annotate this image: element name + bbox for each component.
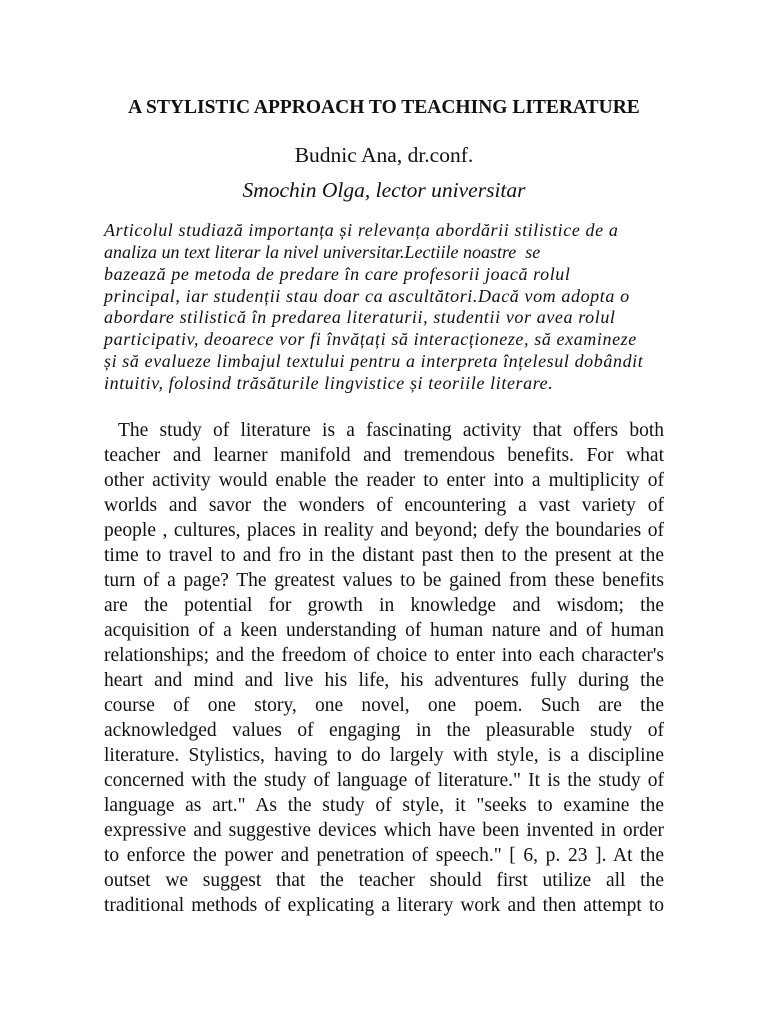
body-line: concerned with the study of language of literature." It is the study of [104,769,664,791]
body-line: are the potential for growth in knowledge and wisdom; the [104,594,664,616]
body-line: traditional methods of explicating a literary work and then attempt to [104,894,664,916]
article-title: A STYLISTIC APPROACH TO TEACHING LITERATURE [128,97,640,118]
body-line: language as art." As the study of style, it "seeks to examine the [104,794,664,816]
body-line: time to travel to and fro in the distant past then to the present at the [104,544,664,566]
body-line: course of one story, one novel, one poem. Such are the [104,694,664,716]
body-line: acknowledged values of engaging in the pleasurable study of [104,719,664,741]
body-line: teacher and learner manifold and tremendous benefits. For what [104,444,664,466]
abstract-line: intuitiv, folosind trăsăturile lingvistice și teoriile literare. [104,373,554,394]
abstract-line: participativ, deoarece vor fi învățați să interacționeze, să examineze [104,329,637,350]
body-line: worlds and savor the wonders of encountering a vast variety of [104,494,664,516]
author-line-2: Smochin Olga, lector universitar [242,178,526,202]
body-line: acquisition of a keen understanding of human nature and of human [104,619,664,641]
body-line: literature. Stylistics, having to do largely with style, is a discipline [104,744,664,766]
body-line: The study of literature is a fascinating activity that offers both [118,419,664,441]
abstract-line: și să evalueze limbajul textului pentru a interpreta înțelesul dobândit [104,351,644,372]
abstract-line: analiza un text literar la nivel universitar.Lectiile noastre se [104,241,541,262]
author-line-1: Budnic Ana, dr.conf. [294,143,474,167]
abstract-line: bazează pe metoda de predare în care profesorii joacă rolul [104,263,571,284]
body-line: to enforce the power and penetration of speech." [ 6, p. 23 ]. At the [104,844,664,866]
body-line: turn of a page? The greatest values to be gained from these benefits [104,569,664,591]
body-line: outset we suggest that the teacher should first utilize all the [104,869,664,891]
abstract [104,220,704,395]
body-line: heart and mind and live his life, his adventures fully during the [104,669,664,691]
abstract-line: abordare stilistică în predarea literaturii, studentii vor avea rolul [104,307,616,328]
body-line: other activity would enable the reader to enter into a multiplicity of [104,469,664,491]
body-line: people , cultures, places in reality and beyond; defy the boundaries of [104,519,664,541]
body-paragraph [104,418,664,918]
body-line: expressive and suggestive devices which have been invented in order [104,819,664,841]
abstract-line: Articolul studiază importanța și relevanța abordării stilistice de a [104,220,619,240]
abstract-line: principal, iar studenții stau doar ca ascultători.Dacă vom adopta o [104,285,630,306]
body-line: relationships; and the freedom of choice to enter into each character's [104,644,664,666]
